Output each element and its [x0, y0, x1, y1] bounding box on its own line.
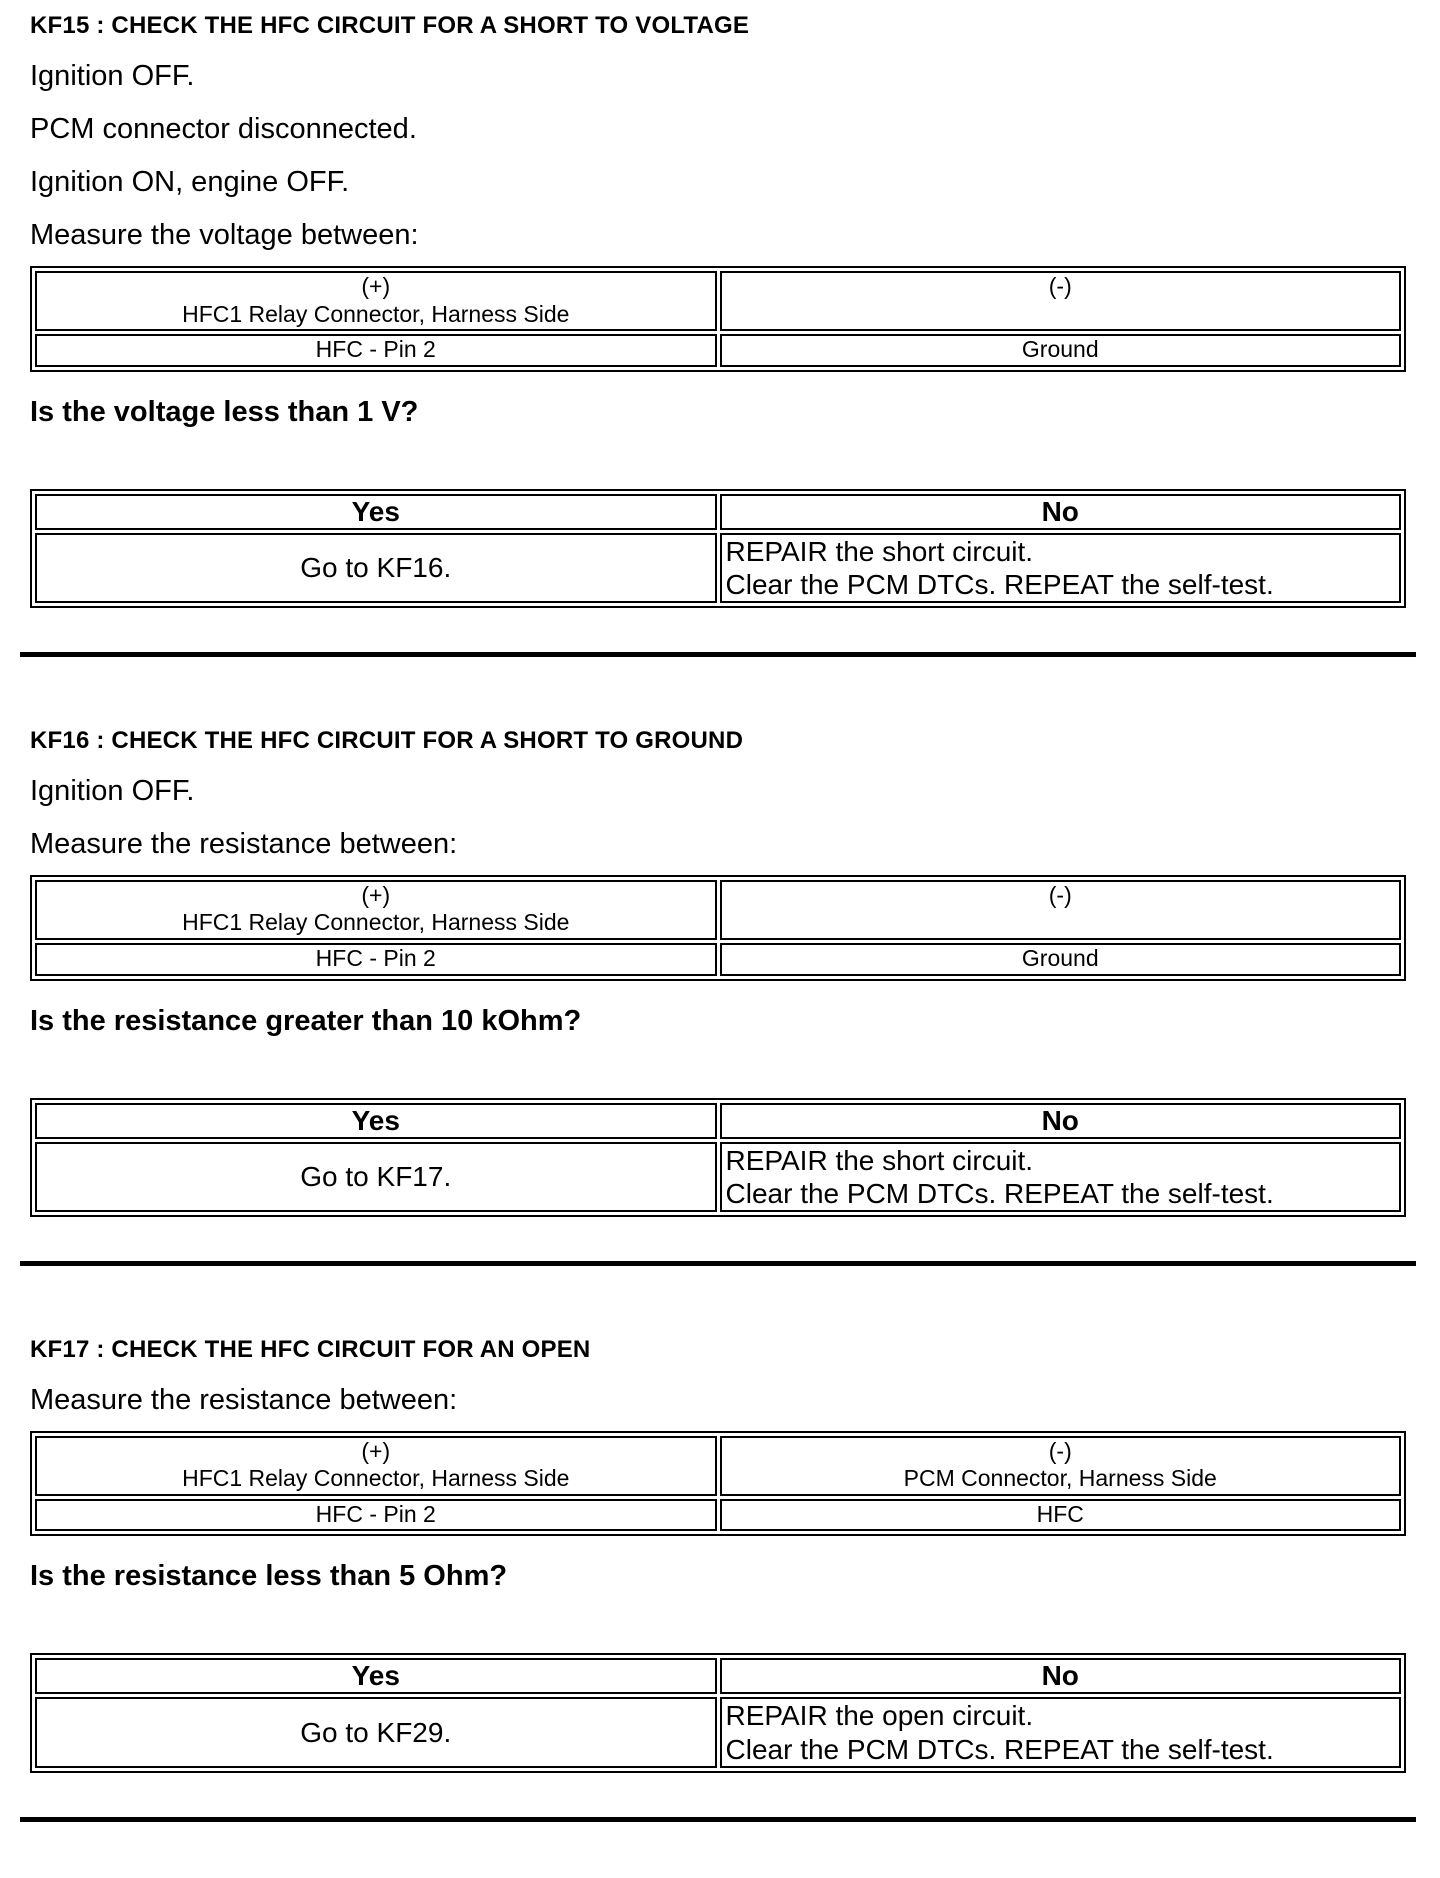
measurement-header-row: [35, 271, 1401, 331]
section-divider: [20, 1261, 1416, 1266]
yes-no-action-row: [35, 533, 1401, 603]
section-kf15: [30, 12, 1406, 657]
yes-action: Go to KF17.: [35, 1142, 717, 1212]
yes-no-table: [30, 1653, 1406, 1772]
no-action: [720, 1697, 1402, 1767]
negative-measure-point: HFC: [720, 1499, 1402, 1532]
measurement-value-row: [35, 943, 1401, 976]
negative-terminal-header: [720, 271, 1402, 331]
negative-connector-label: PCM Connector, Harness Side: [903, 1465, 1217, 1492]
section-heading: KF16 : CHECK THE HFC CIRCUIT FOR A SHORT TO GROUND: [30, 726, 744, 754]
no-header: No: [720, 1103, 1402, 1139]
positive-connector-label: HFC1 Relay Connector, Harness Side: [182, 1465, 570, 1492]
measurement-header-row: [35, 880, 1401, 940]
no-header: No: [720, 494, 1402, 530]
yes-no-action-row: [35, 1697, 1401, 1767]
measurement-value-row: [35, 1499, 1401, 1532]
measurement-table: [30, 875, 1406, 981]
measurement-value-row: [35, 334, 1401, 367]
yes-no-header-row: [35, 1103, 1401, 1139]
instruction-line: Ignition ON, engine OFF.: [30, 166, 350, 198]
negative-symbol: (-): [1048, 881, 1072, 908]
positive-terminal-header: [35, 880, 717, 940]
negative-symbol: (-): [1048, 273, 1072, 299]
no-action: [720, 533, 1402, 603]
no-header: No: [720, 1658, 1402, 1694]
negative-terminal-header: [720, 1436, 1402, 1496]
section-kf17: [30, 1336, 1406, 1822]
yes-action: Go to KF16.: [35, 533, 717, 603]
no-action-line: REPAIR the short circuit.: [725, 535, 1034, 567]
negative-symbol: (-): [1048, 1437, 1072, 1464]
yes-no-table: [30, 1098, 1406, 1217]
positive-measure-point: HFC - Pin 2: [35, 1499, 717, 1532]
positive-connector-label: HFC1 Relay Connector, Harness Side: [182, 300, 570, 327]
section-divider: [20, 652, 1416, 657]
no-action: [720, 1142, 1402, 1212]
no-action-line: Clear the PCM DTCs. REPEAT the self-test.: [725, 1177, 1274, 1209]
instruction-line: Measure the resistance between:: [30, 827, 458, 860]
yes-no-header-row: [35, 1658, 1401, 1694]
instruction-line: PCM connector disconnected.: [30, 113, 417, 145]
no-action-line: Clear the PCM DTCs. REPEAT the self-test.: [725, 568, 1274, 600]
positive-measure-point: HFC - Pin 2: [35, 943, 717, 976]
yes-no-header-row: [35, 494, 1401, 530]
no-action-line: REPAIR the open circuit.: [725, 1700, 1034, 1732]
section-kf16: [30, 727, 1406, 1266]
positive-terminal-header: [35, 271, 717, 331]
decision-question: Is the voltage less than 1 V?: [30, 395, 419, 428]
negative-terminal-header: [720, 880, 1402, 940]
section-heading: KF15 : CHECK THE HFC CIRCUIT FOR A SHORT TO VOLTAGE: [30, 12, 750, 39]
measurement-header-row: [35, 1436, 1401, 1496]
positive-symbol: (+): [361, 881, 391, 908]
decision-question: Is the resistance less than 5 Ohm?: [30, 1560, 508, 1593]
instruction-line: Measure the voltage between:: [30, 219, 419, 251]
positive-terminal-header: [35, 1436, 717, 1496]
measurement-table: [30, 266, 1406, 372]
section-divider: [20, 1817, 1416, 1822]
negative-measure-point: Ground: [720, 943, 1402, 976]
instruction-line: Measure the resistance between:: [30, 1383, 458, 1416]
no-action-line: Clear the PCM DTCs. REPEAT the self-test.: [725, 1733, 1274, 1765]
positive-measure-point: HFC - Pin 2: [35, 334, 717, 367]
yes-header: Yes: [35, 1103, 717, 1139]
yes-header: Yes: [35, 1658, 717, 1694]
yes-action: Go to KF29.: [35, 1697, 717, 1767]
positive-symbol: (+): [361, 273, 391, 299]
yes-header: Yes: [35, 494, 717, 530]
yes-no-table: [30, 489, 1406, 608]
instruction-line: Ignition OFF.: [30, 60, 195, 92]
no-action-line: REPAIR the short circuit.: [725, 1144, 1034, 1176]
positive-symbol: (+): [361, 1437, 391, 1464]
yes-no-action-row: [35, 1142, 1401, 1212]
instruction-line: Ignition OFF.: [30, 774, 195, 807]
negative-measure-point: Ground: [720, 334, 1402, 367]
positive-connector-label: HFC1 Relay Connector, Harness Side: [182, 909, 570, 936]
decision-question: Is the resistance greater than 10 kOhm?: [30, 1004, 582, 1037]
section-heading: KF17 : CHECK THE HFC CIRCUIT FOR AN OPEN: [30, 1335, 591, 1363]
measurement-table: [30, 1431, 1406, 1537]
